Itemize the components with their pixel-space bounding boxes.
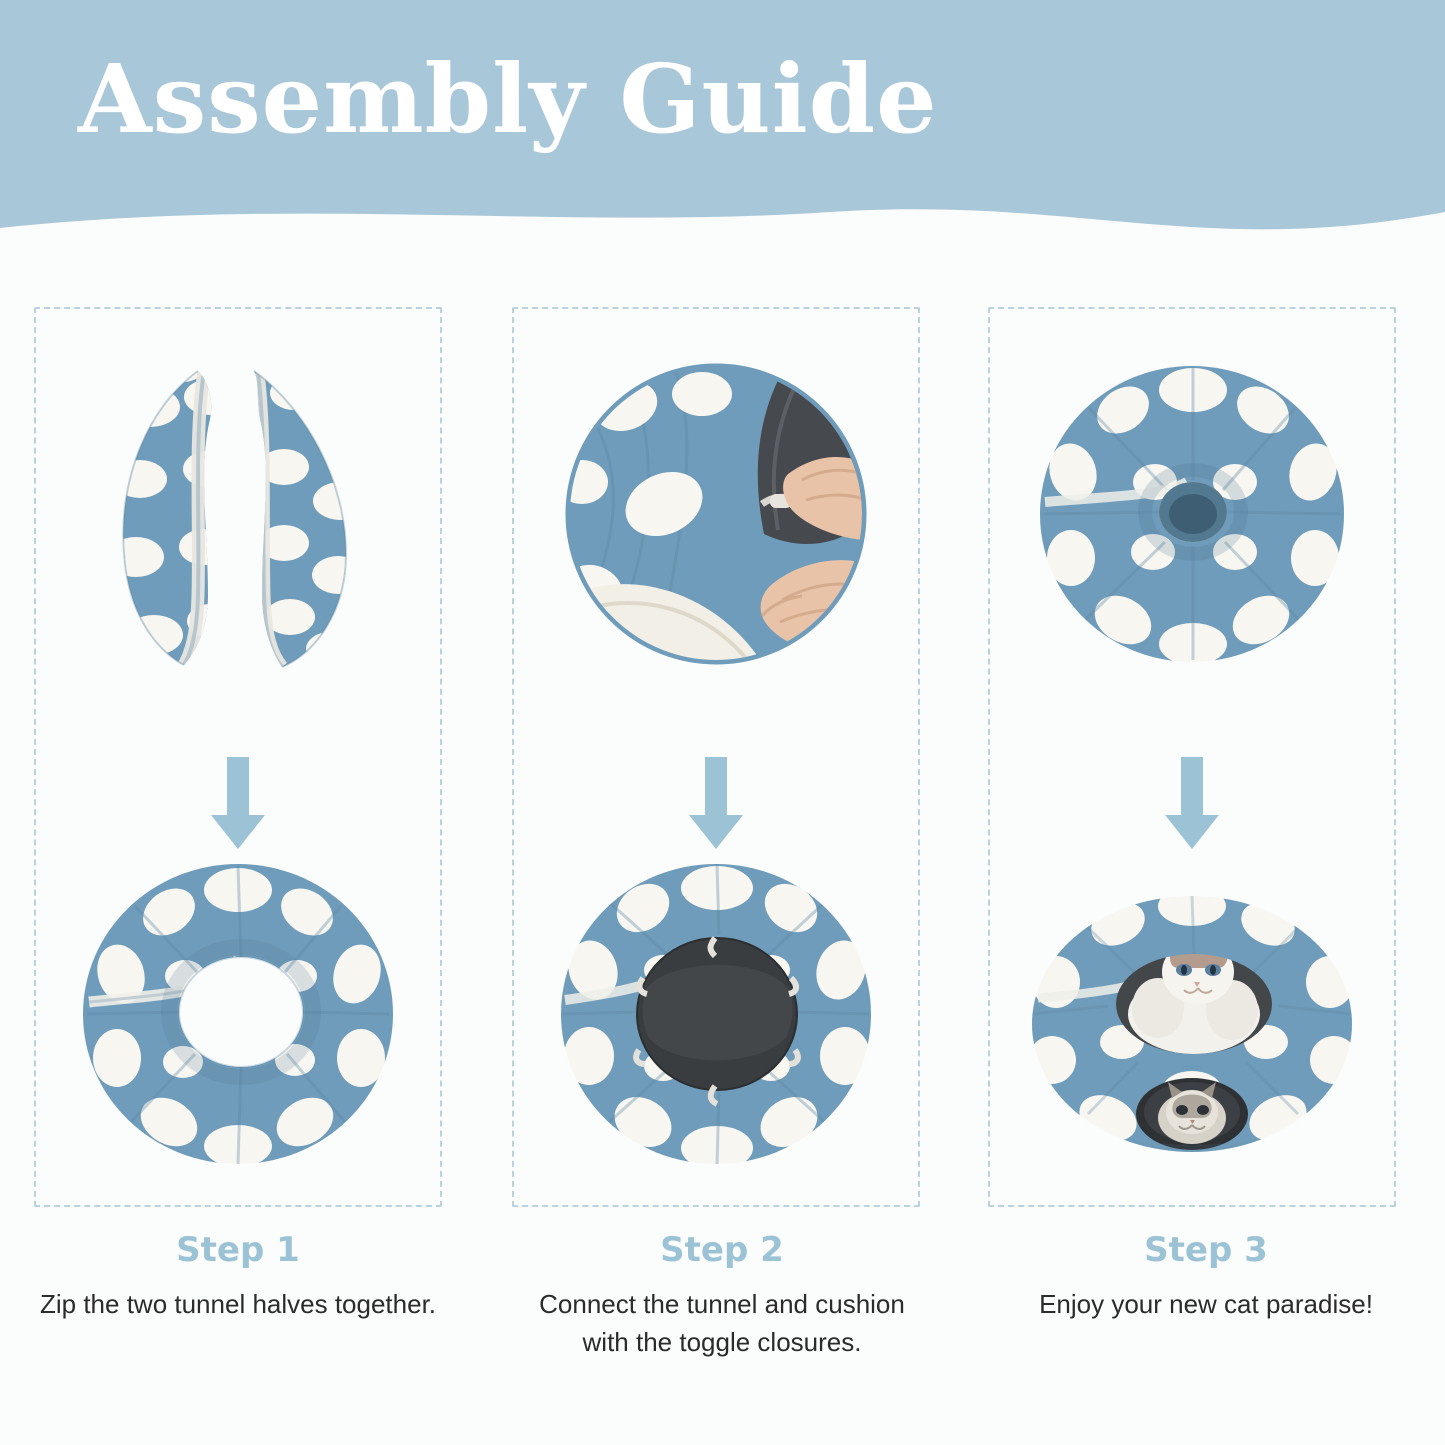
down-arrow-icon xyxy=(689,757,743,849)
tunnel-ring-top-view-photo xyxy=(990,339,1394,689)
step-2-description: Connect the tunnel and cushion with the toggle closures. xyxy=(539,1289,905,1357)
cats-in-tunnel-bed-photo xyxy=(990,849,1394,1179)
step-1-caption xyxy=(3,1230,473,1324)
header-banner xyxy=(0,0,1445,250)
step-3-description: Enjoy your new cat paradise! xyxy=(1039,1289,1373,1319)
step-1-panel xyxy=(34,307,442,1207)
tunnel-with-cushion-photo xyxy=(514,849,918,1179)
two-tunnel-halves-photo xyxy=(36,339,440,689)
assembled-tunnel-ring-photo xyxy=(36,849,440,1179)
step-2-title: Step 2 xyxy=(660,1230,784,1270)
toggle-closure-closeup-photo xyxy=(514,339,918,689)
page-title: Assembly Guide xyxy=(78,44,938,155)
steps-diagram xyxy=(0,262,1445,1262)
step-1-title: Step 1 xyxy=(176,1230,300,1270)
down-arrow-icon xyxy=(211,757,265,849)
step-captions xyxy=(0,1230,1445,1430)
step-3-title: Step 3 xyxy=(1144,1230,1268,1270)
step-3-caption xyxy=(971,1230,1441,1324)
step-1-description: Zip the two tunnel halves together. xyxy=(39,1289,437,1319)
step-2-panel xyxy=(512,307,920,1207)
step-3-panel xyxy=(988,307,1396,1207)
down-arrow-icon xyxy=(1165,757,1219,849)
step-2-caption xyxy=(487,1230,957,1361)
